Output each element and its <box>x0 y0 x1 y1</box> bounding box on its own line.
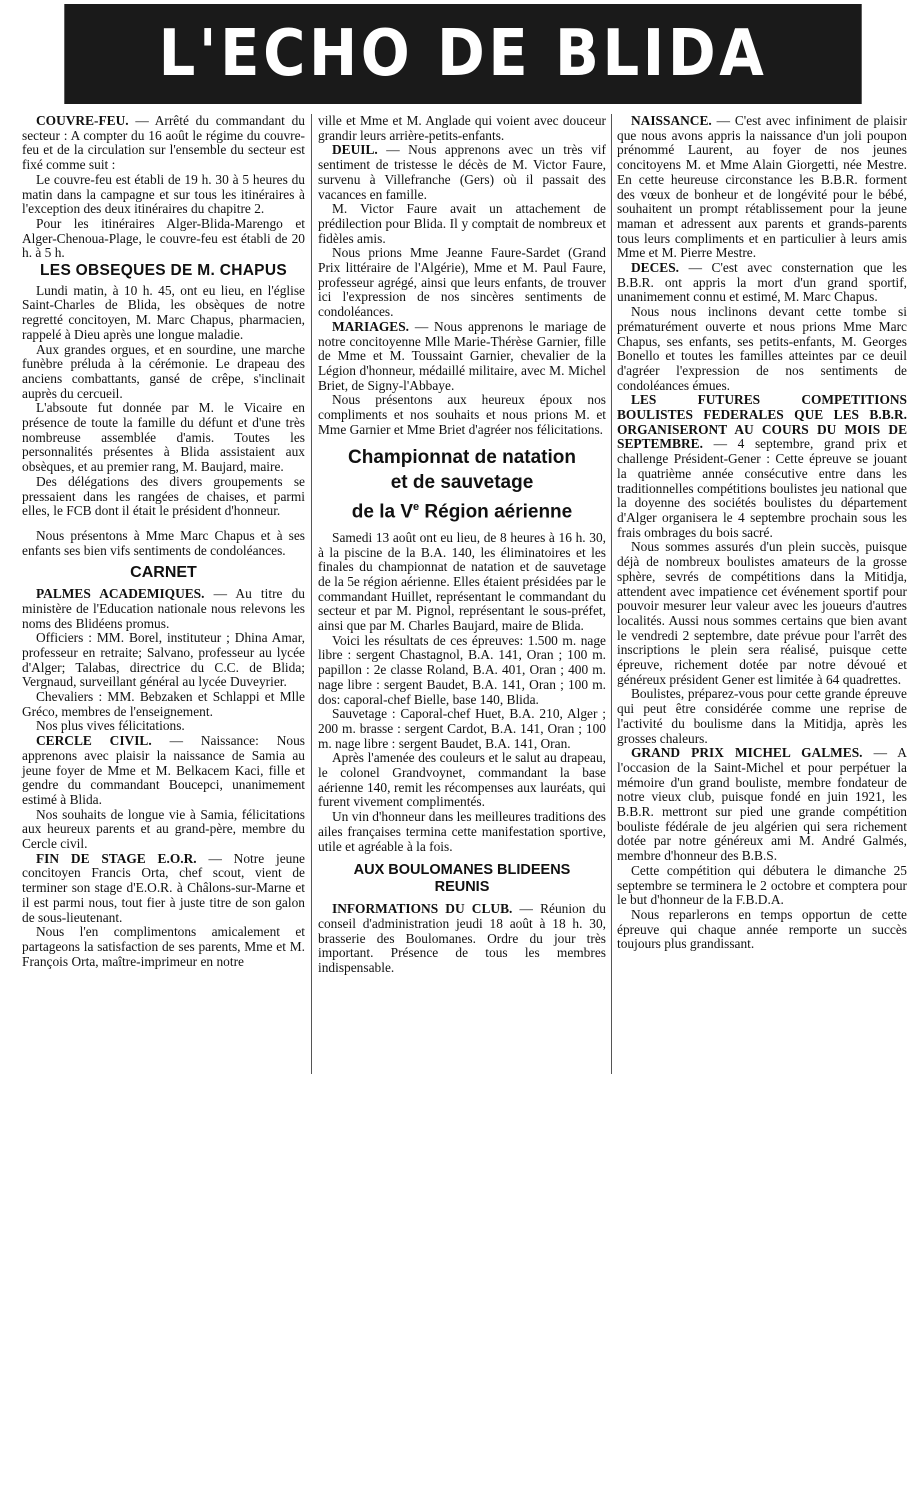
column-1 <box>22 114 305 969</box>
paragraph: Nos souhaits de longue vie à Samia, félicitations aux heureux parents et au grand-père, membre du Cercle civil. <box>22 806 305 852</box>
paragraph: Samedi 13 août ont eu lieu, de 8 heures à 16 h. 30, à la piscine de la B.A. 140, les éliminatoires et les finales du championnat de natation et de sauvetage de la 5e région aérienne. Elles étaient présidées par le commandant Huillet, représentant le commandant du secteur et par M. Pignol, représentant le sous-préfet, ainsi que par M. Charles Baujard, maire de Blida. <box>318 529 606 634</box>
paragraph: Cette compétition qui débutera le dimanche 25 septembre se terminera le 2 octobre et comptera pour le but d'honneur de la F.B.D.A. <box>617 862 907 908</box>
paragraph: Après l'amenée des couleurs et le salut au drapeau, le colonel Grandvoynet, commandant la base aérienne 140, remit les récompenses aux lauréats, qui furent vivement complimentés. <box>318 750 606 810</box>
paragraph: Nous présentons à Mme Marc Chapus et à ses enfants ses bien vifs sentiments de condoléances. <box>22 527 305 558</box>
paragraph: ville et Mme et M. Anglade qui voient avec douceur grandir leurs arrière-petits-enfants. <box>318 113 606 143</box>
paragraph: Aux grandes orgues, et en sourdine, une marche funèbre préluda à la cérémonie. Le drapeau des anciens combattants, gansé de crêpe, s'inclinait auprès du cercueil. <box>22 341 305 401</box>
paragraph: Officiers : MM. Borel, instituteur ; Dhina Amar, professeur en retraite; Salvano, professeur au lycée d'Alger; Talabas, directrice du C.C. de Blida; Vergnaud, surveillant général au lycée Duveyrier. <box>22 630 305 690</box>
paragraph: Lundi matin, à 10 h. 45, ont eu lieu, en l'église Saint-Charles de Blida, les obsèques de notre regretté concitoyen, M. Marc Chapus, pharmacien, rappelé à Dieu après une longue maladie. <box>22 282 305 342</box>
paragraph: Nous reparlerons en temps opportun de cette épreuve qui chaque année remporte un succès toujours plus grandissant. <box>617 906 907 952</box>
fin-de-stage-paragraph: FIN DE STAGE E.O.R. — Notre jeune concitoyen Francis Orta, chef scout, vient de terminer son stage d'E.O.R. à Châlons-sur-Marne et il est parmi nous, tout fier à juste titre de son galon de sous-lieutenant. <box>22 850 305 925</box>
paragraph: Nos plus vives félicitations. <box>36 718 185 734</box>
paragraph: Un vin d'honneur dans les meilleures traditions des ailes françaises termina cette manifestation sportive, utile et agréable à la fois. <box>318 809 606 854</box>
paragraph: Chevaliers : MM. Bebzaken et Schlappi et Mlle Gréco, membres de l'enseignement. <box>22 689 305 719</box>
paragraph: Nous nous inclinons devant cette tombe si prématurément ouverte et nous prions Mme Marc Chapus, ses enfants, ses petits-enfants, M. Georges Bonello et toutes les familles atteintes par ce deuil d'agréer l'expression de nos sentiments de condoléances émues. <box>617 304 907 393</box>
column-divider <box>311 114 312 1074</box>
couvre-feu-paragraph: COUVRE-FEU. — Arrêté du commandant du secteur : A compter du 16 août le régime du couvre-feu et de la circulation sur l'ensemble du secteur est fixé comme suit : <box>22 113 305 173</box>
section-heading-obseques: LES OBSEQUES DE M. CHAPUS <box>40 262 287 280</box>
section-heading-boulomanes: AUX BOULOMANES BLIDEENS REUNIS <box>353 862 571 896</box>
masthead-title: L'ECHO DE BLIDA <box>64 4 861 104</box>
paragraph: L'absoute fut donnée par M. le Vicaire en présence de toute la famille du défunt et d'une très nombreuse assemblée d'amis. Toutes les personnalités présentes à Blida assistaient aux obsèques, et au premier rang, M. Baujard, maire. <box>22 400 305 475</box>
column-2 <box>318 114 606 976</box>
column-divider <box>611 114 612 1074</box>
paragraph: M. Victor Faure avait un attachement de prédilection pour Blida. Il y comptait de nombreux et fidèles amis. <box>318 201 606 246</box>
deces-paragraph: DECES. — C'est avec consternation que les B.B.R. ont appris la mort d'un grand sportif, unanimement connu et estimé, M. Marc Chapus. <box>617 260 907 305</box>
deuil-paragraph: DEUIL. — Nous apprenons avec un très vif sentiment de tristesse le décès de M. Victor Faure, survenu à Villefranche (Gers) où il passait des vacances en famille. <box>318 142 606 202</box>
paragraph: Le couvre-feu est établi de 19 h. 30 à 5 heures du matin dans la campagne et sur tous les itinéraires à l'exception des deux itinéraires du chapitre 2. <box>22 171 305 217</box>
paragraph: Boulistes, préparez-vous pour cette grande épreuve qui peut être considérée comme une reprise de l'activité du boulisme dans la Mitidja, après les grosses chaleurs. <box>617 686 907 746</box>
paragraph: Nous prions Mme Jeanne Faure-Sardet (Grand Prix littéraire de l'Algérie), Mme et M. Paul Faure, professeur agrégé, ainsi que leurs enfants, de trouver ici l'expression de nos sincères sentiments de condoléances. <box>318 245 606 320</box>
section-heading-carnet: CARNET <box>130 564 197 582</box>
cercle-civil-paragraph: CERCLE CIVIL. — Naissance: Nous apprenons avec plaisir la naissance de Samia au jeune foyer de Mme et M. Belkacem Kaci, fille et gendre du commandant Boucepci, unanimement estimé à Blida. <box>22 733 305 807</box>
section-heading-championnat: Championnat de natation et de sauvetage de la Ve Région aérienne <box>348 447 576 523</box>
palmes-paragraph: PALMES ACADEMIQUES. — Au titre du ministère de l'Education nationale nous relevons les noms des Blidéens promus. <box>22 586 305 631</box>
paragraph: Pour les itinéraires Alger-Blida-Marengo et Alger-Chenoua-Plage, le couvre-feu est établi de 20 h. à 5 h. <box>22 215 305 261</box>
paragraph: Nous présentons aux heureux époux nos compliments et nos souhaits et nous prions M. et Mme Garnier et Mme Briet d'agréer nos félicitations. <box>318 392 606 437</box>
column-3 <box>617 114 907 952</box>
mariages-paragraph: MARIAGES. — Nous apprenons le mariage de notre concitoyenne Mlle Marie-Thérèse Garnier, fille de Mme et M. Toussaint Garnier, chevalier de la Légion d'honneur, médaillé militaire, avec M. Michel Briet, de Signy-l'Abbaye. <box>318 318 606 393</box>
paragraph: Voici les résultats de ces épreuves: 1.500 m. nage libre : sergent Chastagnol, B.A. 141, Oran ; 100 m. papillon : 2e classe Roland, B.A. 401, Oran ; 400 m. nage libre : sergent Baudet, B.A. 141, Oran ; 100 m. dos: caporal-chef Bielle, base 140, Blida. <box>318 632 606 707</box>
naissance-paragraph: NAISSANCE. — C'est avec infiniment de plaisir que nous avons appris la naissance d'un joli poupon prénommé Laurent, au foyer de nos jeunes concitoyens M. et Mme Alain Giorgetti, née Mestre. En cette heureuse circonstance les B.B.R. forment des vœux de bonheur et de longévité pour le bébé, souhaitent un prompt rétablissement pour la jeune maman et adressent aux parents et grands-parents tous leurs compliments et en particulier à leurs amis Mme et M. Pierre Mestre. <box>617 113 907 261</box>
grand-prix-paragraph: GRAND PRIX MICHEL GALMES. — A l'occasion de la Saint-Michel et pour perpétuer la mémoire d'un grand bouliste, membre fondateur de notre vieux club, puisque fondé en juin 1921, les B.B.R. mettront sur pied une grande compétition bouliste fédérale de jeu algérien qui sera richement dotée par notre généreux ami M. André Galmés, membre d'honneur des B.B.S. <box>617 745 907 864</box>
paragraph: Des délégations des divers groupements se pressaient dans les rangées de chaises, et parmi elles, le FCB dont il était le président d'honneur. <box>22 473 305 519</box>
informations-paragraph: INFORMATIONS DU CLUB. — Réunion du conseil d'administration jeudi 18 août à 18 h. 30, brasserie des Boulomanes. Ordre du jour très important. Présence de tous les membres indispensable. <box>318 901 606 976</box>
competitions-paragraph: LES FUTURES COMPETITIONS BOULISTES FEDERALES QUE LES B.B.R. ORGANISERONT AU COURS DU MOIS DE SEPTEMBRE. — 4 septembre, grand prix et challenge Président-Gener : Cette épreuve se jouant la quatrième année consécutive entre dans les traditionnelles compétitions boulistes jeu national que la doyenne des sociétés boulistes du département d'Alger organisera le 4 septembre prochain sous les frais ombrages du bois sacré. <box>617 392 907 540</box>
paragraph: Nous sommes assurés d'un plein succès, puisque déjà de nombreux boulistes amateurs de la grosse sphère, sevrés de compétitions dans la Mitidja, attendent avec impatience cet événement sportif pour pouvoir mesurer leur valeur avec les joueurs d'autres localités. Aussi nous sommes certains que bien avant le vendredi 2 septembre, date prévue pour l'arrêt des inscriptions le plein sera réalisé, puisque cette épreuve, richement dotée par notre dévoué et généreux président Gener est limitée à 64 quadrettes. <box>617 539 907 687</box>
paragraph: Nous l'en complimentons amicalement et partageons la satisfaction de ses parents, Mme et M. François Orta, maître-imprimeur en notre <box>22 924 305 969</box>
paragraph: Sauvetage : Caporal-chef Huet, B.A. 210, Alger ; 200 m. brasse : sergent Cardot, B.A. 141, Oran ; 100 m. nage libre : sergent Baudet, B.A. 141, Oran. <box>318 706 606 751</box>
